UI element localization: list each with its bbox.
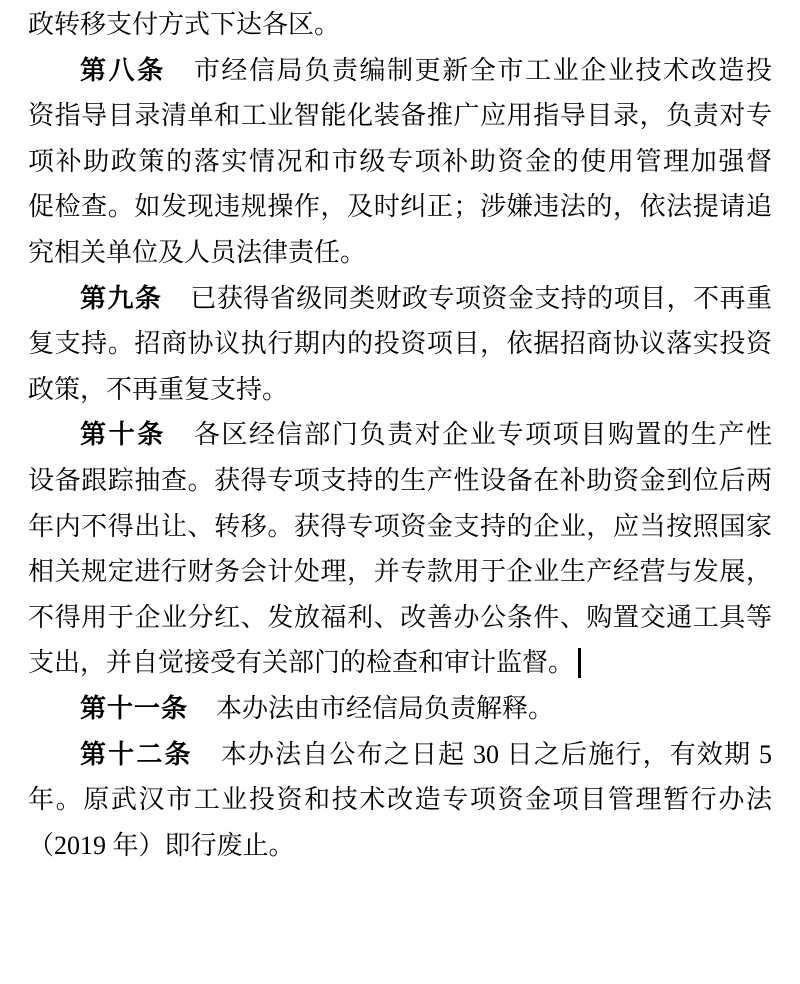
document-line[interactable] [28,686,772,732]
line-text: 政转移支付方式下达各区。 [28,10,341,39]
line-text: 资指导目录清单和工业智能化装备推广应用指导目录，负责对专 [28,101,772,131]
line-text: 年。原武汉市工业投资和技术改造专项资金项目管理暂行办法 [28,785,772,815]
document-text-block [28,2,772,868]
document-line[interactable] [28,139,772,185]
article-term: 第十一条 [80,693,189,724]
line-text: 项补助政策的落实情况和市级专项补助资金的使用管理加强督 [28,146,772,176]
line-text: 年内不得出让、转移。获得专项资金支持的企业，应当按照国家 [28,511,772,541]
line-text: 相关规定进行财务会计处理，并专款用于企业生产经营与发展， [28,557,772,587]
document-line[interactable] [28,595,772,641]
line-text: 复支持。招商协议执行期内的投资项目，依据招商协议落实投资 [28,329,772,359]
line-text: 促检查。如发现违规操作，及时纠正；涉嫌违法的，依法提请追 [28,192,772,222]
line-text: 设备跟踪抽查。获得专项支持的生产性设备在补助资金到位后两 [28,465,772,495]
document-line[interactable] [28,93,772,139]
line-text: 政策，不再重复支持。 [28,374,289,404]
line-text: 已获得省级同类财政专项资金支持的项目，不再重 [190,283,772,313]
article-term: 第十二条 [80,739,193,770]
document-line[interactable] [28,276,772,322]
line-text: 市经信局负责编制更新全市工业企业技术改造投 [193,55,772,85]
line-text: （2019 年）即行废止。 [28,830,295,860]
line-text: 支出，并自觉接受有关部门的检查和审计监督。 [28,648,575,678]
document-line[interactable] [28,458,772,504]
text-cursor [578,648,581,678]
document-line[interactable] [28,549,772,595]
document-line[interactable] [28,777,772,823]
document-line[interactable] [28,504,772,550]
article-term: 第十条 [80,420,166,451]
document-line[interactable] [28,184,772,230]
document-line[interactable] [28,2,772,48]
line-text: 究相关单位及人员法律责任。 [28,237,367,267]
line-text: 各区经信部门负责对企业专项项目购置的生产性 [193,420,772,450]
document-line[interactable] [28,823,772,869]
line-text: 本办法自公布之日起 30 日之后施行，有效期 5 [220,739,772,769]
document-line[interactable] [28,230,772,276]
article-term: 第九条 [80,283,163,314]
document-line[interactable] [28,367,772,413]
line-text: 本办法由市经信局负责解释。 [216,693,555,723]
line-text: 不得用于企业分红、发放福利、改善办公条件、购置交通工具等 [28,602,772,632]
document-line[interactable] [28,732,772,778]
document-line[interactable] [28,412,772,458]
document-line[interactable] [28,48,772,94]
article-term: 第八条 [80,55,166,86]
document-line[interactable] [28,321,772,367]
document-line[interactable] [28,640,772,686]
